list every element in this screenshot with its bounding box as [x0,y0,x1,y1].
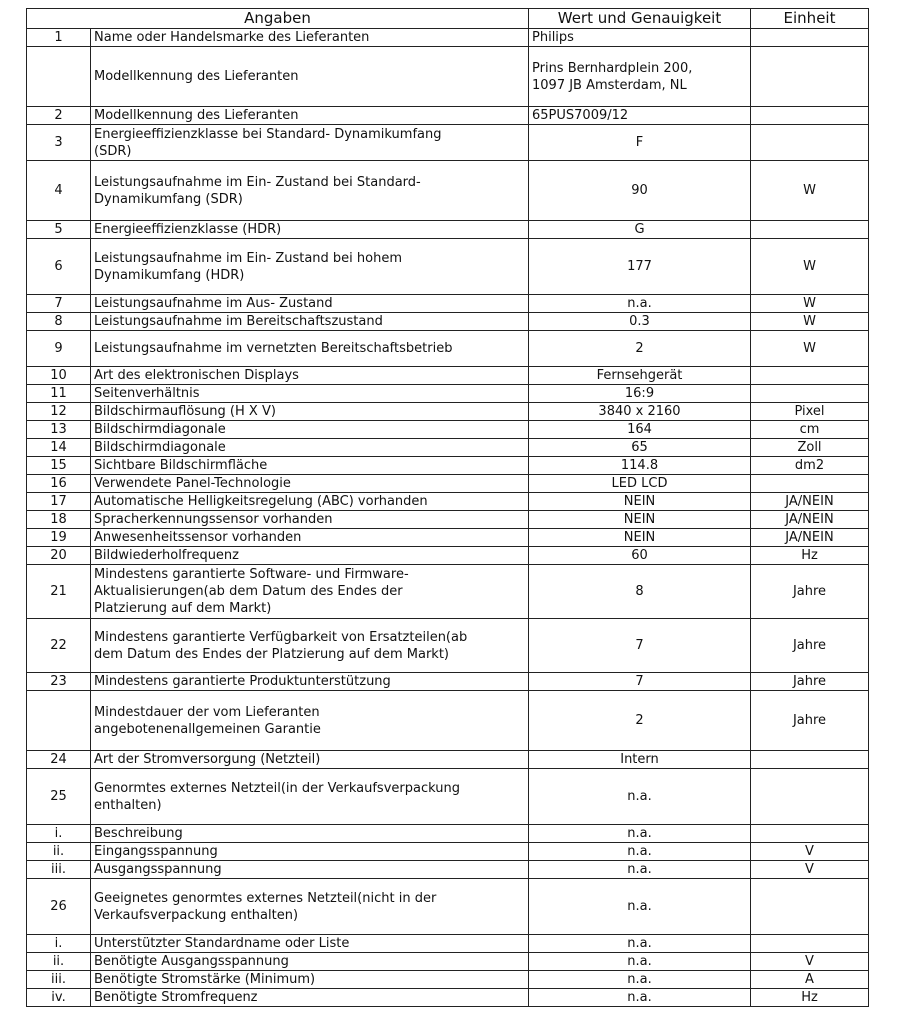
product-info-table [26,8,869,1007]
header-angaben: Angaben [27,9,529,29]
row-unit: JA/NEIN [751,529,869,547]
row-number: ii. [27,843,91,861]
row-label: Leistungsaufnahme im Ein- Zustand bei hohem Dynamikumfang (HDR) [91,239,529,295]
table-row [27,161,869,221]
row-value: 8 [529,565,751,619]
row-value: NEIN [529,493,751,511]
row-label: Name oder Handelsmarke des Lieferanten [91,29,529,47]
row-number: 19 [27,529,91,547]
row-number: 2 [27,107,91,125]
table-row [27,47,869,107]
row-number: 11 [27,385,91,403]
row-number: 21 [27,565,91,619]
row-label: Bildschirmauflösung (H X V) [91,403,529,421]
row-number: 1 [27,29,91,47]
row-value: n.a. [529,879,751,935]
row-label: Mindestens garantierte Software- und Firmware- Aktualisierungen(ab dem Datum des Endes der Platzierung auf dem Markt) [91,565,529,619]
row-unit: A [751,971,869,989]
row-value: 7 [529,619,751,673]
table-row [27,239,869,295]
row-value: 177 [529,239,751,295]
row-label: Mindestens garantierte Verfügbarkeit von Ersatzteilen(ab dem Datum des Endes der Platzierung auf dem Markt) [91,619,529,673]
row-value: Fernsehgerät [529,367,751,385]
spec-sheet [26,8,868,1007]
row-number [27,47,91,107]
row-label: Modellkennung des Lieferanten [91,107,529,125]
table-row [27,107,869,125]
table-row [27,691,869,751]
row-unit [751,221,869,239]
row-unit [751,29,869,47]
row-value: LED LCD [529,475,751,493]
table-row [27,971,869,989]
row-number: iii. [27,861,91,879]
table-row [27,751,869,769]
row-number: i. [27,935,91,953]
table-row [27,935,869,953]
table-row [27,547,869,565]
row-number: 22 [27,619,91,673]
row-label: Energieeffizienzklasse (HDR) [91,221,529,239]
row-value: 0.3 [529,313,751,331]
row-value: n.a. [529,769,751,825]
row-label: Leistungsaufnahme im Ein- Zustand bei Standard- Dynamikumfang (SDR) [91,161,529,221]
table-row [27,367,869,385]
table-row [27,331,869,367]
row-unit [751,935,869,953]
row-value: 3840 x 2160 [529,403,751,421]
row-label: Mindestens garantierte Produktunterstützung [91,673,529,691]
row-unit: W [751,295,869,313]
table-row [27,421,869,439]
row-label: Genormtes externes Netzteil(in der Verkaufsverpackung enthalten) [91,769,529,825]
row-number: 3 [27,125,91,161]
table-row [27,385,869,403]
row-value: 60 [529,547,751,565]
row-unit [751,475,869,493]
row-label: Benötigte Stromstärke (Minimum) [91,971,529,989]
row-number: 4 [27,161,91,221]
row-number: iii. [27,971,91,989]
row-value: 90 [529,161,751,221]
row-unit: Pixel [751,403,869,421]
row-unit [751,367,869,385]
row-number: 8 [27,313,91,331]
table-row [27,861,869,879]
row-unit [751,751,869,769]
row-unit [751,125,869,161]
row-number: 5 [27,221,91,239]
table-row [27,879,869,935]
table-row [27,475,869,493]
table-row [27,295,869,313]
row-unit [751,385,869,403]
row-unit: Jahre [751,565,869,619]
row-number: 12 [27,403,91,421]
table-row [27,565,869,619]
row-unit: JA/NEIN [751,493,869,511]
row-unit: Hz [751,547,869,565]
row-label: Leistungsaufnahme im Aus- Zustand [91,295,529,313]
row-unit: Jahre [751,673,869,691]
row-value: Intern [529,751,751,769]
header-row [27,9,869,29]
row-number: 7 [27,295,91,313]
row-number: 10 [27,367,91,385]
row-unit: cm [751,421,869,439]
row-value: 2 [529,691,751,751]
table-row [27,989,869,1007]
row-unit: W [751,161,869,221]
row-unit: Zoll [751,439,869,457]
row-unit: Jahre [751,691,869,751]
row-unit [751,107,869,125]
row-label: Verwendete Panel-Technologie [91,475,529,493]
row-unit: JA/NEIN [751,511,869,529]
table-row [27,221,869,239]
row-label: Unterstützter Standardname oder Liste [91,935,529,953]
table-row [27,125,869,161]
row-value: n.a. [529,825,751,843]
row-value: n.a. [529,295,751,313]
row-number: 13 [27,421,91,439]
row-unit [751,825,869,843]
row-label: Geeignetes genormtes externes Netzteil(nicht in der Verkaufsverpackung enthalten) [91,879,529,935]
row-number: 9 [27,331,91,367]
table-row [27,825,869,843]
row-number: 25 [27,769,91,825]
row-label: Eingangsspannung [91,843,529,861]
row-number: 24 [27,751,91,769]
row-number: 18 [27,511,91,529]
row-unit: W [751,331,869,367]
row-label: Anwesenheitssensor vorhanden [91,529,529,547]
row-unit: V [751,843,869,861]
header-wert: Wert und Genauigkeit [529,9,751,29]
row-value: Prins Bernhardplein 200, 1097 JB Amsterdam, NL [529,47,751,107]
row-value: 164 [529,421,751,439]
table-row [27,769,869,825]
row-value: 114.8 [529,457,751,475]
row-value: n.a. [529,861,751,879]
row-label: Benötigte Ausgangsspannung [91,953,529,971]
row-value: Philips [529,29,751,47]
table-row [27,619,869,673]
row-unit: dm2 [751,457,869,475]
row-number: 17 [27,493,91,511]
row-label: Art des elektronischen Displays [91,367,529,385]
row-label: Energieeffizienzklasse bei Standard- Dynamikumfang (SDR) [91,125,529,161]
row-value: 16:9 [529,385,751,403]
table-row [27,843,869,861]
row-number: iv. [27,989,91,1007]
row-unit: V [751,953,869,971]
row-number: 14 [27,439,91,457]
table-row [27,439,869,457]
table-row [27,403,869,421]
row-value: n.a. [529,989,751,1007]
row-value: n.a. [529,971,751,989]
row-number: ii. [27,953,91,971]
row-value: G [529,221,751,239]
table-row [27,673,869,691]
row-label: Leistungsaufnahme im vernetzten Bereitschaftsbetrieb [91,331,529,367]
table-row [27,953,869,971]
row-value: n.a. [529,953,751,971]
table-row [27,493,869,511]
row-label: Seitenverhältnis [91,385,529,403]
row-unit [751,879,869,935]
row-unit: W [751,313,869,331]
row-value: n.a. [529,935,751,953]
table-row [27,511,869,529]
row-label: Sichtbare Bildschirmfläche [91,457,529,475]
header-einheit: Einheit [751,9,869,29]
row-label: Benötigte Stromfrequenz [91,989,529,1007]
row-value: 7 [529,673,751,691]
row-unit: V [751,861,869,879]
row-value: NEIN [529,511,751,529]
row-number: 6 [27,239,91,295]
row-label: Spracherkennungssensor vorhanden [91,511,529,529]
row-label: Bildschirmdiagonale [91,439,529,457]
row-unit: Hz [751,989,869,1007]
row-unit: Jahre [751,619,869,673]
row-label: Modellkennung des Lieferanten [91,47,529,107]
row-value: n.a. [529,843,751,861]
row-number: 20 [27,547,91,565]
table-row [27,457,869,475]
row-label: Beschreibung [91,825,529,843]
row-unit [751,47,869,107]
row-label: Art der Stromversorgung (Netzteil) [91,751,529,769]
row-number [27,691,91,751]
table-row [27,313,869,331]
row-label: Mindestdauer der vom Lieferanten angebotenenallgemeinen Garantie [91,691,529,751]
row-label: Bildwiederholfrequenz [91,547,529,565]
row-value: 2 [529,331,751,367]
row-value: F [529,125,751,161]
row-value: 65PUS7009/12 [529,107,751,125]
table-row [27,529,869,547]
row-label: Bildschirmdiagonale [91,421,529,439]
row-label: Automatische Helligkeitsregelung (ABC) vorhanden [91,493,529,511]
row-number: 16 [27,475,91,493]
row-unit [751,769,869,825]
row-number: i. [27,825,91,843]
row-label: Leistungsaufnahme im Bereitschaftszustand [91,313,529,331]
row-label: Ausgangsspannung [91,861,529,879]
row-number: 23 [27,673,91,691]
row-value: 65 [529,439,751,457]
row-value: NEIN [529,529,751,547]
row-number: 15 [27,457,91,475]
table-row [27,29,869,47]
row-unit: W [751,239,869,295]
row-number: 26 [27,879,91,935]
